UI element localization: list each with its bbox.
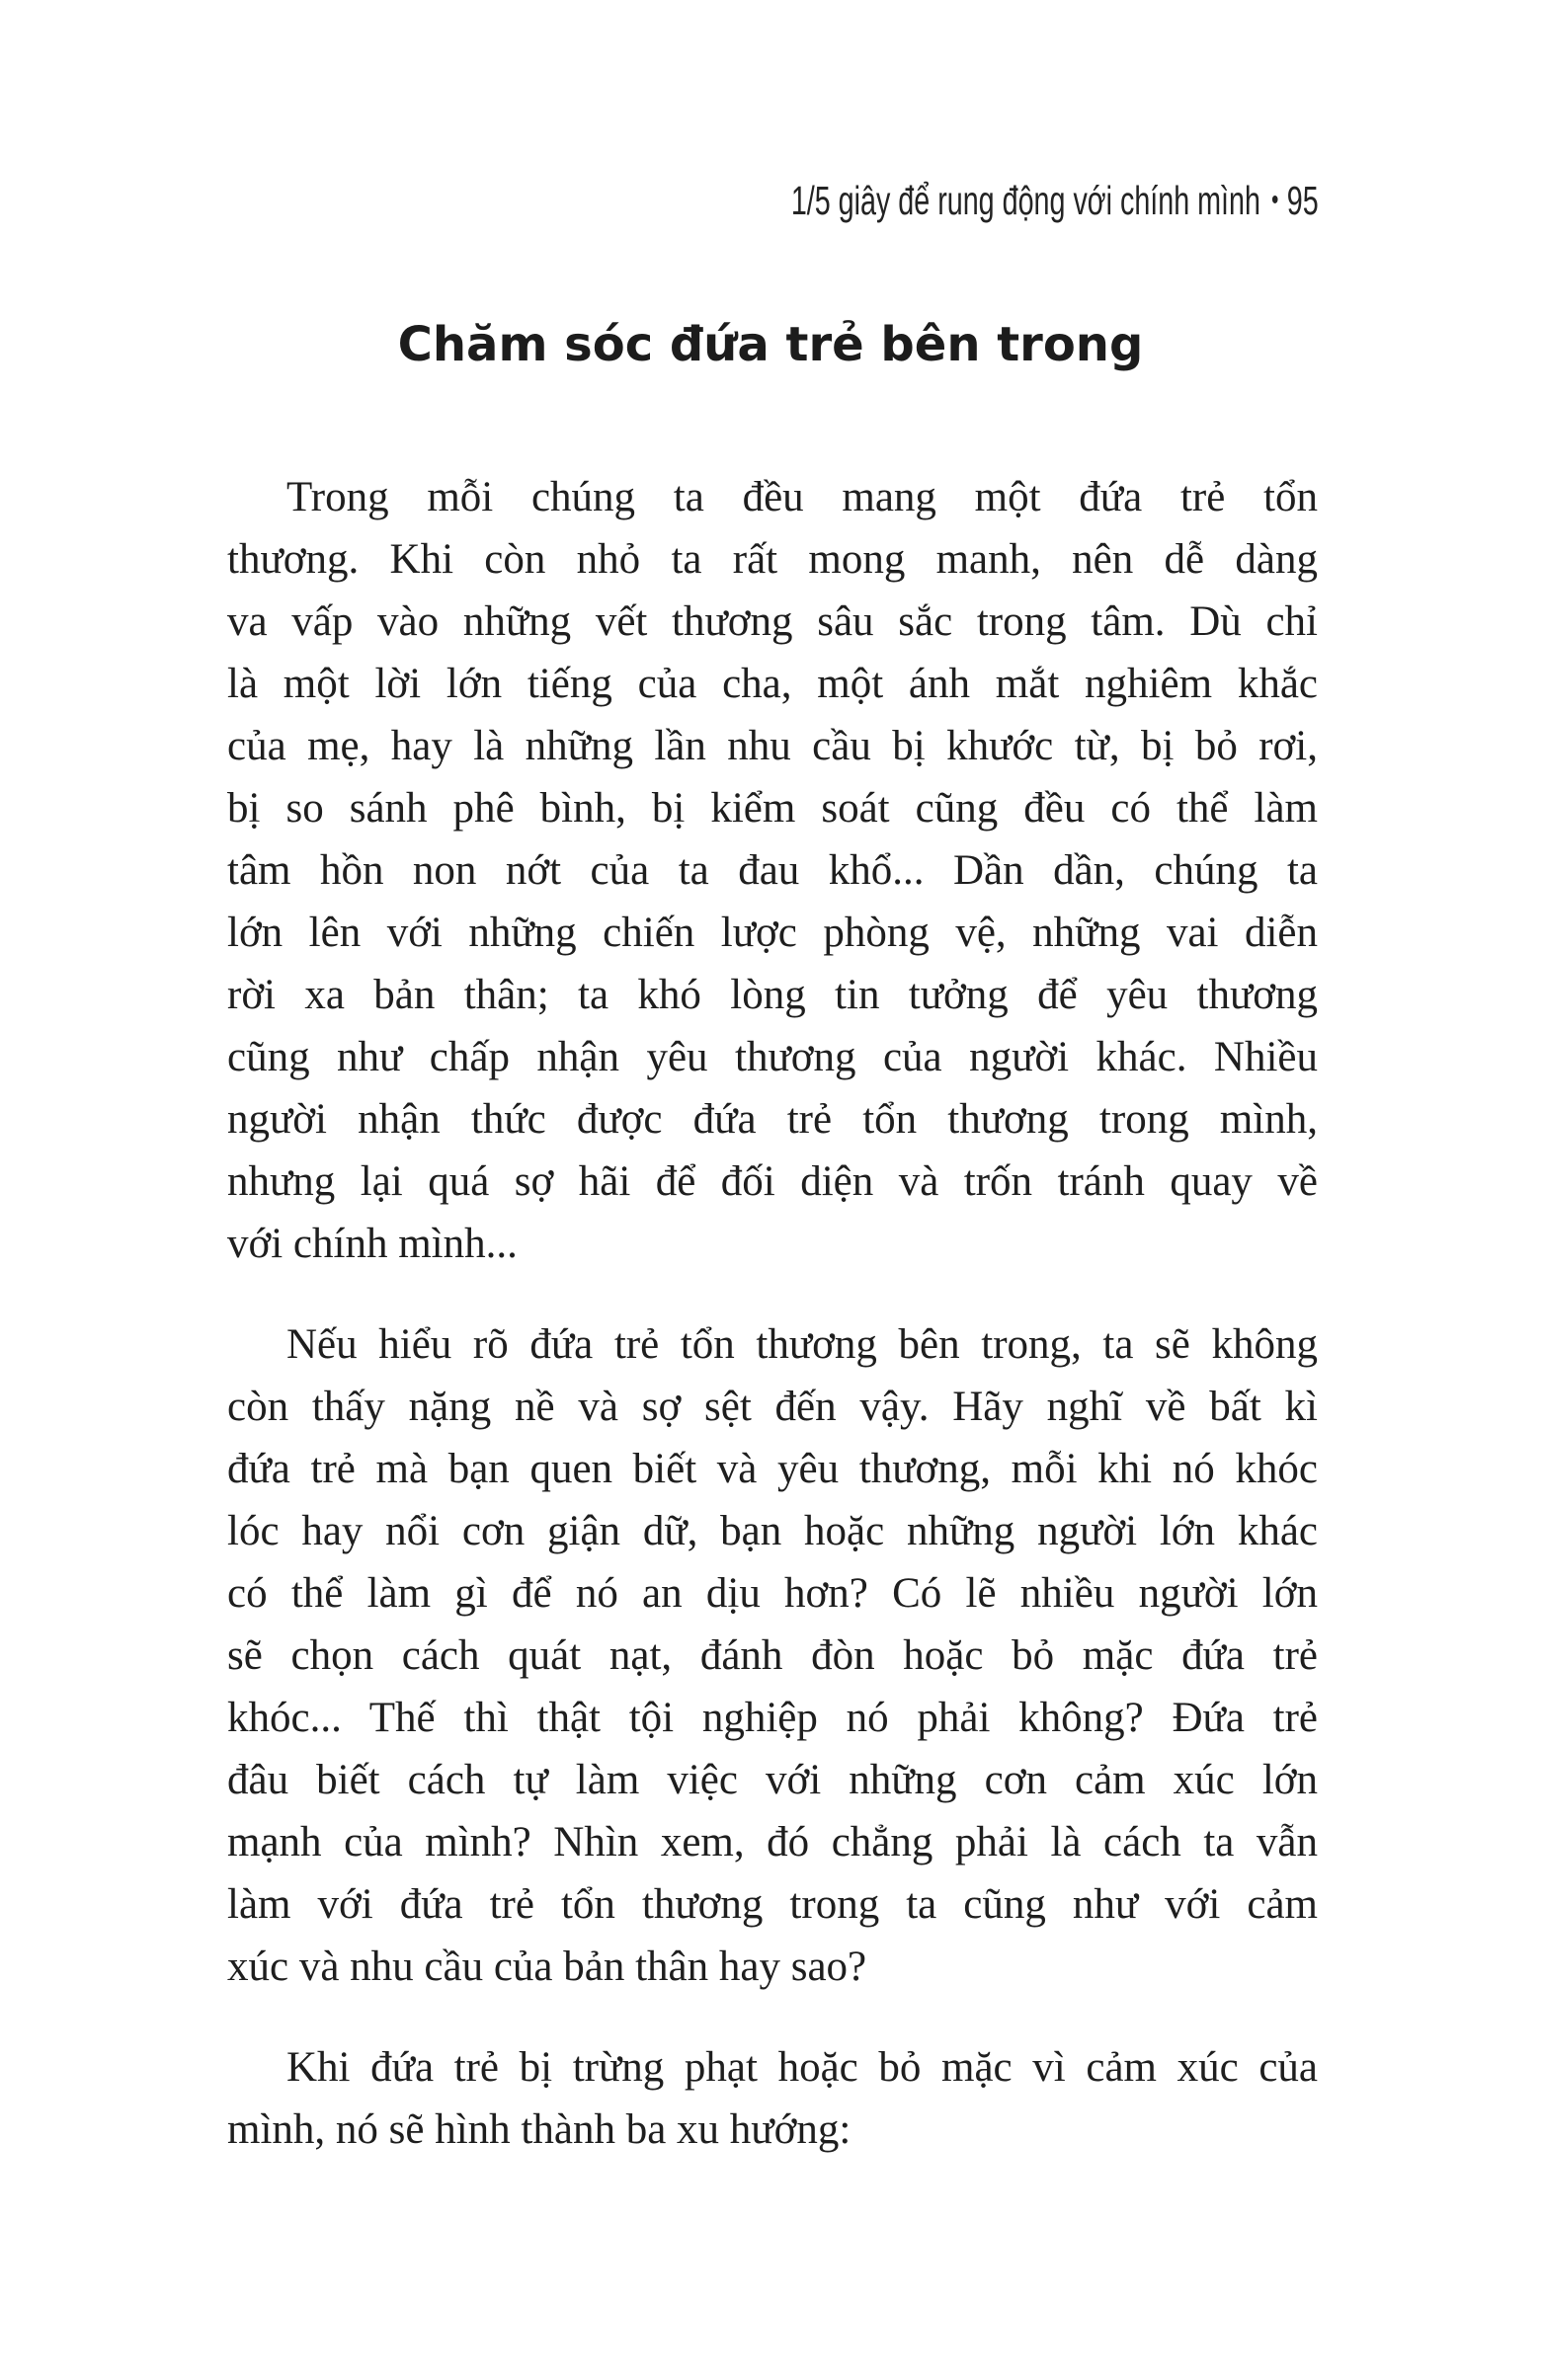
text-line: lớn lên với những chiến lược phòng vệ, những vai diễn <box>227 910 1318 956</box>
text-line: va vấp vào những vết thương sâu sắc trong tâm. Dù chỉ <box>227 598 1318 645</box>
text-line: người nhận thức được đứa trẻ tổn thương trong mình, <box>227 1096 1318 1143</box>
text-line: của mẹ, hay là những lần nhu cầu bị khước từ, bị bỏ rơi, <box>227 723 1318 769</box>
text-line: Trong mỗi chúng ta đều mang một đứa trẻ tổn <box>286 474 1318 520</box>
text-line: bị so sánh phê bình, bị kiểm soát cũng đều có thể làm <box>227 785 1318 832</box>
page-number: 95 <box>1287 178 1319 223</box>
text-line: là một lời lớn tiếng của cha, một ánh mắt nghiêm khắc <box>227 661 1318 707</box>
paragraph <box>227 2036 1318 2161</box>
text-line: Nếu hiểu rõ đứa trẻ tổn thương bên trong, ta sẽ không <box>286 1321 1318 1368</box>
body-text <box>227 466 1318 2199</box>
running-header <box>791 178 1319 223</box>
paragraph <box>227 1313 1318 1998</box>
separator-dot-icon: • <box>1271 184 1279 216</box>
text-line: còn thấy nặng nề và sợ sệt đến vậy. Hãy nghĩ về bất kì <box>227 1384 1318 1430</box>
text-line: khóc... Thế thì thật tội nghiệp nó phải không? Đứa trẻ <box>227 1695 1318 1741</box>
text-line: cũng như chấp nhận yêu thương của người khác. Nhiều <box>227 1034 1318 1080</box>
text-line: tâm hồn non nớt của ta đau khổ... Dần dần, chúng ta <box>227 847 1318 894</box>
text-line: làm với đứa trẻ tổn thương trong ta cũng như với cảm <box>227 1881 1318 1928</box>
text-line: có thể làm gì để nó an dịu hơn? Có lẽ nhiều người lớn <box>227 1570 1318 1617</box>
text-line: đứa trẻ mà bạn quen biết và yêu thương, mỗi khi nó khóc <box>227 1446 1318 1492</box>
text-line: với chính mình... <box>227 1221 518 1267</box>
text-line: nhưng lại quá sợ hãi để đối diện và trốn tránh quay về <box>227 1158 1318 1205</box>
chapter-title: Chăm sóc đứa trẻ bên trong <box>397 317 1144 372</box>
text-line: thương. Khi còn nhỏ ta rất mong manh, nên dễ dàng <box>227 536 1318 583</box>
running-header-text: 1/5 giây để rung động với chính mình <box>791 178 1261 223</box>
text-line: rời xa bản thân; ta khó lòng tin tưởng để yêu thương <box>227 972 1318 1018</box>
text-line: đâu biết cách tự làm việc với những cơn cảm xúc lớn <box>227 1757 1318 1803</box>
text-line: lóc hay nổi cơn giận dữ, bạn hoặc những người lớn khác <box>227 1508 1318 1554</box>
text-line: xúc và nhu cầu của bản thân hay sao? <box>227 1944 867 1990</box>
text-line: sẽ chọn cách quát nạt, đánh đòn hoặc bỏ mặc đứa trẻ <box>227 1632 1318 1679</box>
paragraph <box>227 466 1318 1275</box>
text-line: mạnh của mình? Nhìn xem, đó chẳng phải là cách ta vẫn <box>227 1819 1318 1865</box>
text-line: Khi đứa trẻ bị trừng phạt hoặc bỏ mặc vì cảm xúc của <box>286 2044 1318 2091</box>
text-line: mình, nó sẽ hình thành ba xu hướng: <box>227 2106 852 2153</box>
